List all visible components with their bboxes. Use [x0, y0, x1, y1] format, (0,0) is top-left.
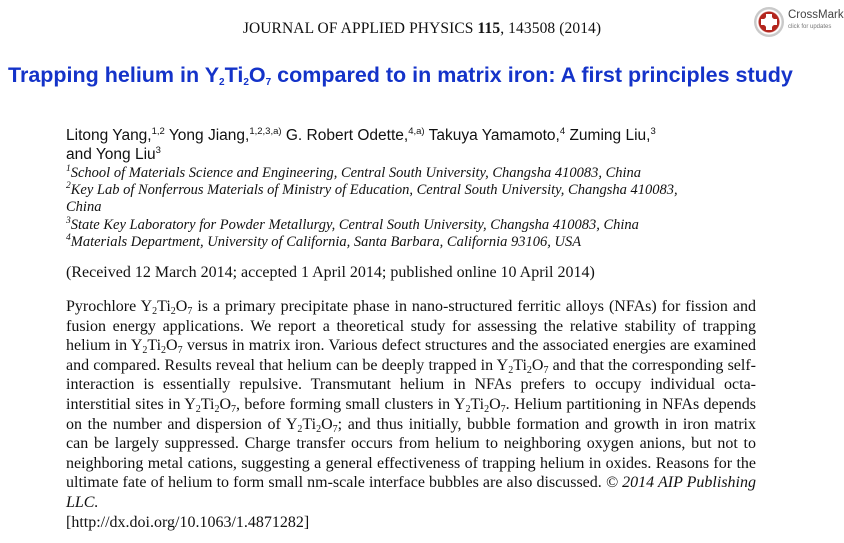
author-affiliation-marker: 1,2,3,a): [249, 126, 282, 137]
formula-subscript: 2: [484, 403, 490, 415]
formula-subscript: 2: [465, 403, 471, 415]
affiliation-number: 4: [66, 233, 71, 243]
affiliation: [66, 165, 766, 182]
formula-subscript: 2: [526, 364, 532, 376]
formula-subscript: 2: [152, 306, 158, 317]
paper-title: [8, 62, 838, 88]
abstract-text: Ti: [147, 337, 162, 355]
affiliation: [66, 234, 766, 251]
received-dates: (Received 12 March 2014; accepted 1 April 2014; published online 10 April 2014): [66, 264, 595, 281]
author: [66, 146, 161, 163]
affiliation-number: 2: [66, 181, 71, 191]
author: [429, 127, 566, 144]
author-affiliation-marker: 3: [155, 145, 161, 156]
abstract-text: O: [531, 356, 544, 374]
author-name: Litong Yang,: [66, 127, 152, 144]
author-name: Zuming Liu,: [569, 127, 651, 144]
abstract-text: O: [166, 337, 178, 355]
author-affiliation-marker: 4: [559, 126, 566, 137]
formula-subscript: 7: [187, 306, 193, 317]
crossmark-subtitle: click for updates: [788, 24, 832, 30]
formula-subscript: 2: [195, 403, 201, 415]
abstract-text: and that the corresponding self-interaction is essentially repulsive. Transmutant helium in NFAs prefers to occupy individual octa-interstitial sites in Y: [66, 356, 757, 413]
affiliation-text: Key Lab of Nonferrous Materials of Ministry of Education, Central South University, Changsha 410083, China: [66, 182, 678, 215]
abstract-text: Ti: [302, 415, 317, 433]
abstract-text: O: [321, 415, 333, 433]
author-affiliation-marker: 4,a): [408, 126, 425, 137]
author-affiliation-marker: 3: [650, 126, 656, 137]
affiliation-number: 1: [66, 164, 71, 174]
affiliation: [66, 182, 706, 216]
abstract-text: Ti: [513, 356, 527, 374]
abstract-text: Ti: [200, 395, 215, 413]
author: [569, 127, 655, 144]
affiliation-text: Materials Department, University of California, Santa Barbara, California 93106, USA: [70, 234, 582, 250]
abstract: [66, 297, 756, 532]
abstract-text: versus in matrix iron. Various defect structures and the associated energies are examined and compared. Results reveal that helium can be deeply trapped in Y: [66, 337, 756, 374]
abstract-text: ; and thus initially, bubble formation and growth in iron matrix can be largely suppressed. Charge transfer occurs from helium to neighboring oxygen anions, but not to neighboring metal cations, suggesting a general effectiveness of trapping helium in oxides. Reasons for the ultimate fate of helium to form small nm-scale interface bubbles are also discussed.: [66, 415, 756, 492]
formula-subscript: 7: [543, 364, 549, 376]
journal-name: JOURNAL OF APPLIED PHYSICS: [242, 20, 474, 37]
abstract-text: is a primary precipitate phase in nano-structured ferritic alloys (NFAs) for fission and fusion energy applications. We report a theoretical study for assessing the relative stability of trapping helium in Y: [66, 298, 757, 355]
formula-subscript: 2: [214, 403, 220, 415]
title-subscript: 7: [265, 77, 272, 88]
author-name: G. Robert Odette,: [285, 127, 409, 144]
title-part: Trapping helium in Y: [8, 63, 220, 87]
crossmark-label: CrossMark: [788, 9, 844, 21]
formula-subscript: 2: [297, 423, 303, 435]
crossmark-icon: [754, 7, 784, 37]
author-name: Takuya Yamamoto,: [428, 127, 560, 144]
formula-subscript: 7: [332, 423, 338, 435]
abstract-text: . Helium partitioning in NFAs depends on the number and dispersion of Y: [66, 395, 756, 433]
author-affiliation-marker: 1,2: [151, 126, 165, 137]
abstract-text: Ti: [157, 298, 171, 315]
author: [66, 127, 165, 144]
title-part: O: [248, 63, 266, 87]
affiliation: [66, 217, 766, 234]
formula-subscript: 2: [161, 345, 167, 357]
title-part: Ti: [224, 63, 244, 87]
formula-subscript: 2: [508, 364, 514, 376]
crossmark-badge[interactable]: [752, 3, 842, 41]
affiliation-number: 3: [66, 216, 71, 226]
formula-subscript: 7: [177, 345, 183, 357]
journal-article-info: , 143508 (2014): [500, 20, 602, 37]
formula-subscript: 2: [142, 345, 148, 357]
author-list: [66, 126, 786, 164]
formula-subscript: 7: [500, 403, 506, 415]
copyright-notice: © 2014 AIP Publishing LLC.: [66, 474, 756, 511]
title-part: compared to in matrix iron: A first principles study: [271, 63, 793, 87]
title-subscript: 2: [243, 77, 249, 88]
abstract-text: Ti: [470, 395, 485, 413]
abstract-text: O: [219, 395, 231, 413]
author: [286, 127, 425, 144]
formula-subscript: 2: [316, 423, 322, 435]
journal-volume: 115: [477, 20, 501, 37]
author-name: and Yong Liu: [66, 146, 156, 163]
journal-header: [0, 20, 844, 38]
abstract-text: , before forming small clusters in Y: [236, 395, 466, 413]
affiliation-text: School of Materials Science and Engineering, Central South University, Changsha 410083, China: [70, 165, 642, 181]
author-name: Yong Jiang,: [168, 127, 250, 144]
doi-link[interactable]: [http://dx.doi.org/10.1063/1.4871282]: [66, 513, 310, 531]
abstract-text: O: [489, 395, 501, 413]
title-subscript: 2: [219, 77, 225, 88]
abstract-text: Pyrochlore Y: [66, 298, 153, 315]
formula-subscript: 2: [170, 306, 176, 317]
abstract-text: O: [175, 298, 188, 315]
formula-subscript: 7: [231, 403, 236, 415]
affiliation-text: State Key Laboratory for Powder Metallurgy, Central South University, Changsha 410083, China: [70, 217, 639, 233]
author: [169, 127, 282, 144]
